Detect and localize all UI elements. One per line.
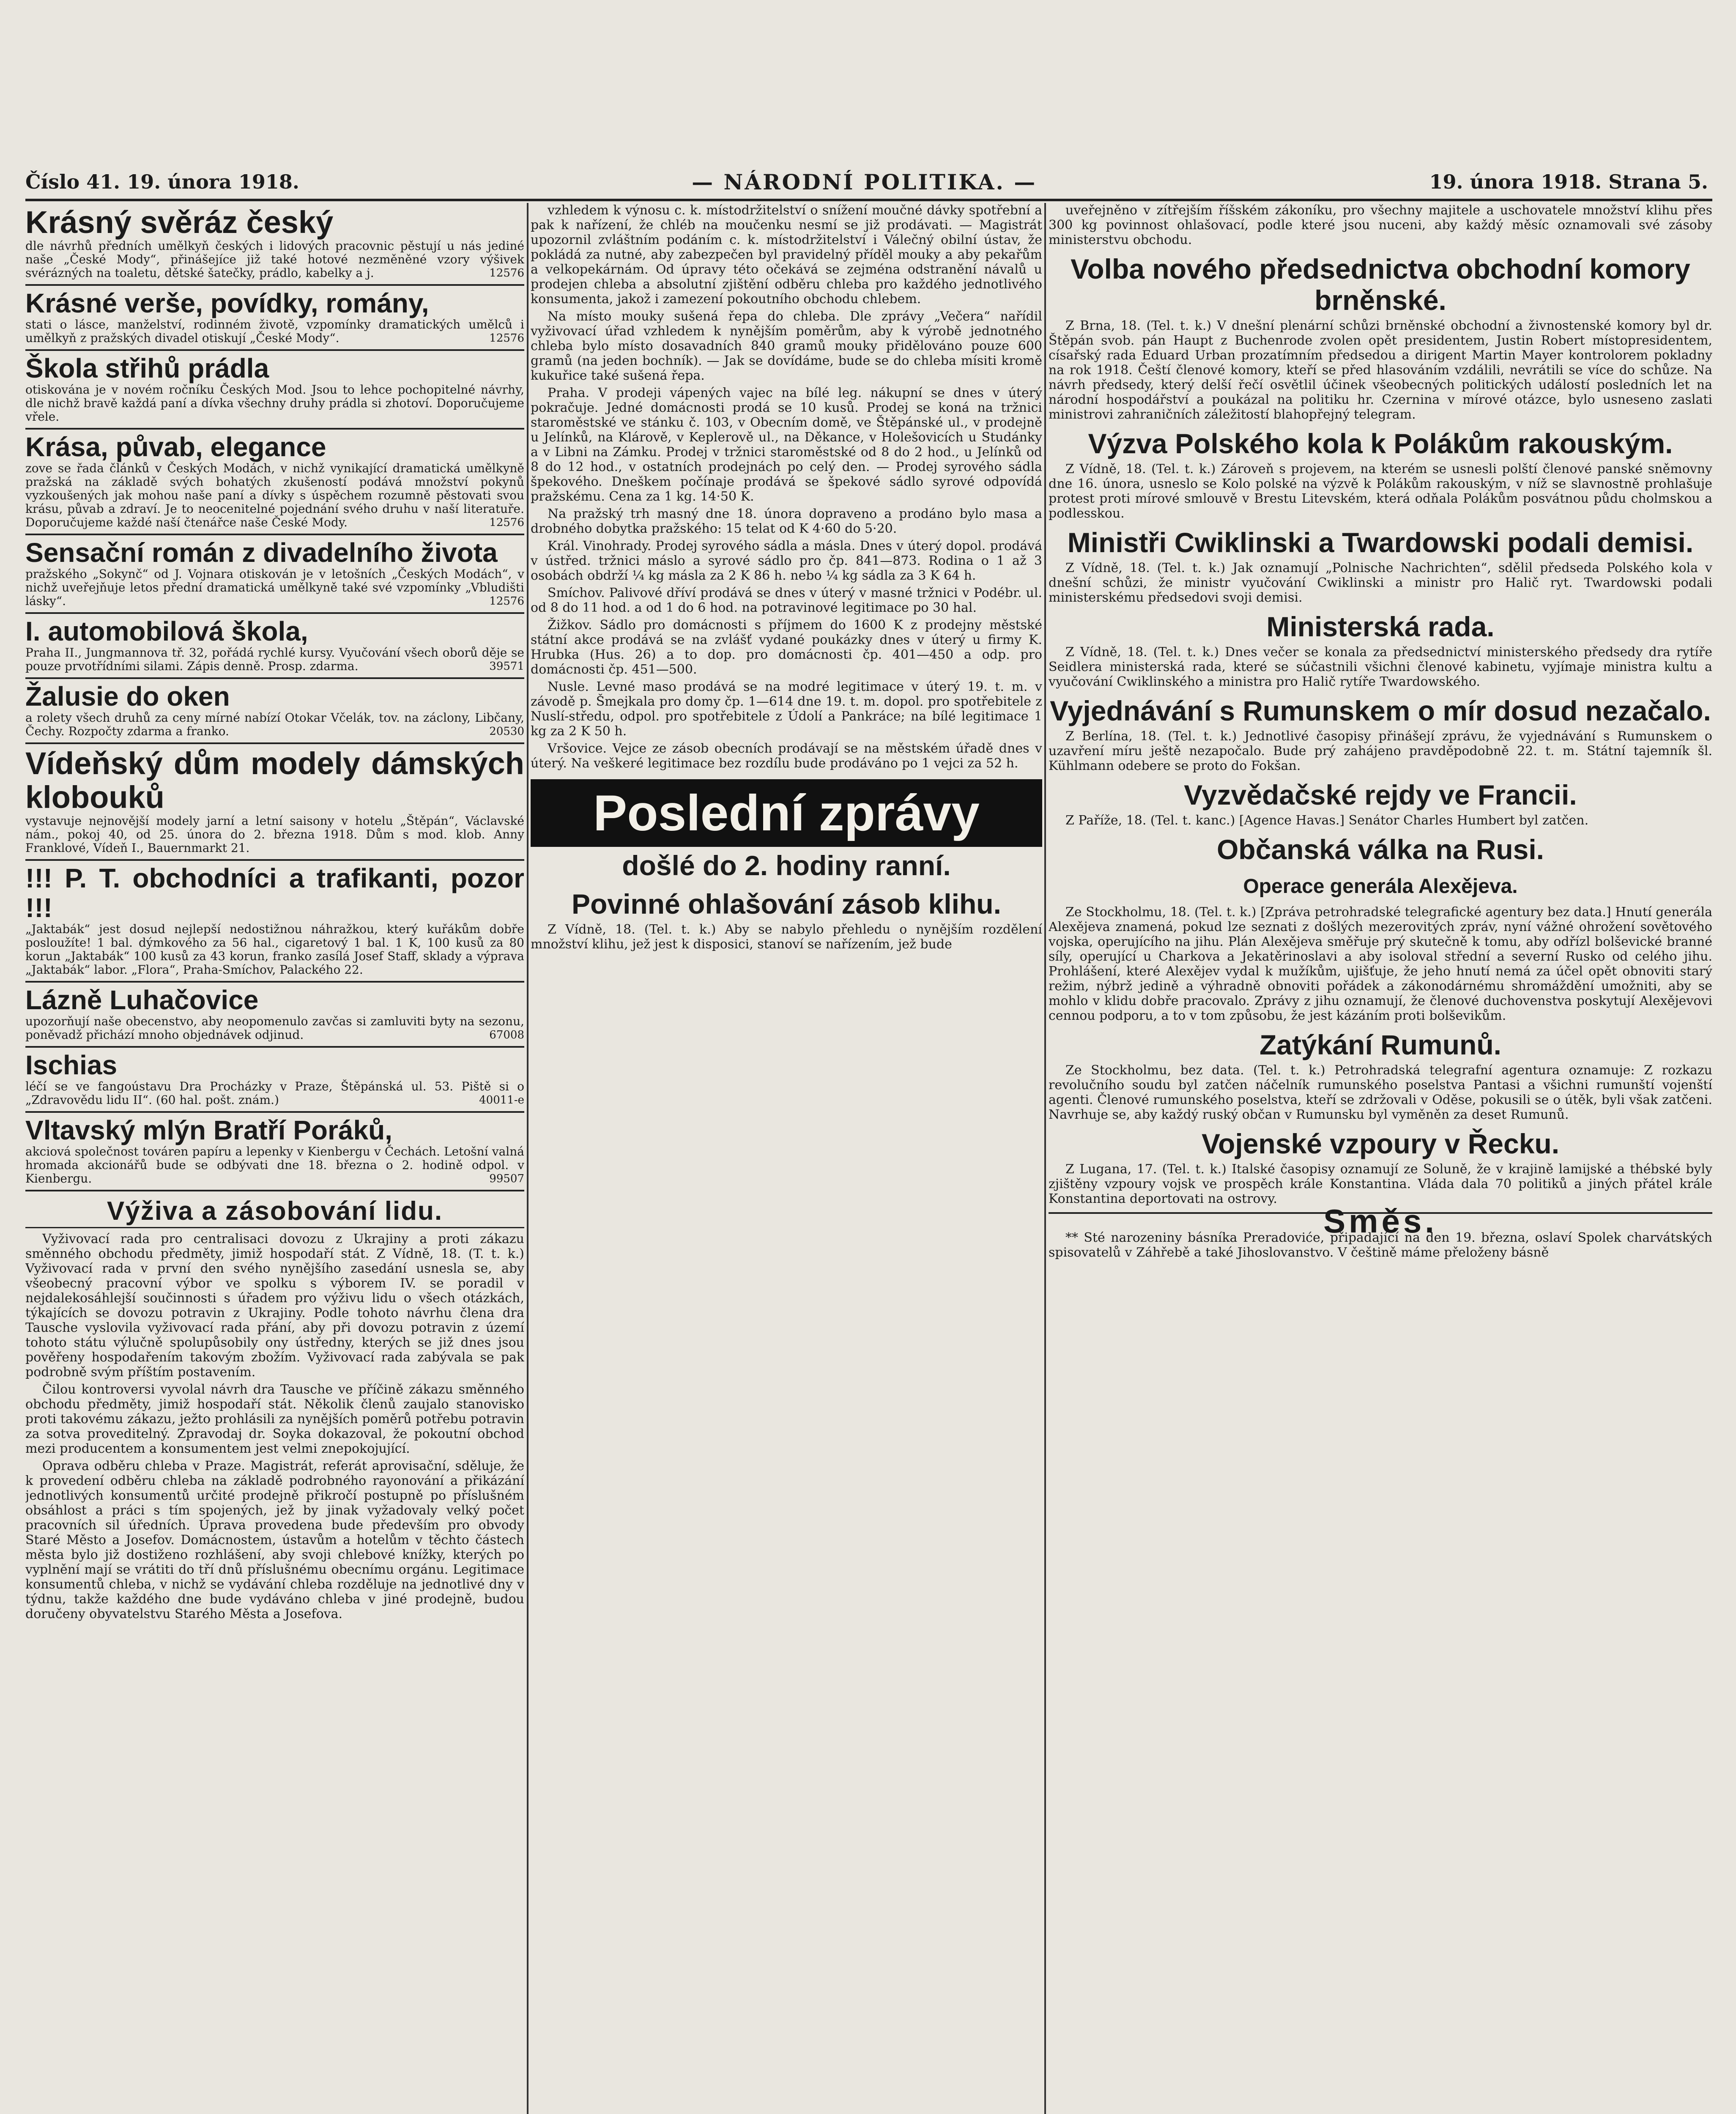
ad-number: 12576 [489, 332, 524, 345]
article-headline: Volba nového předsednictva obchodní komory brněnské. [1071, 253, 1690, 316]
ad-headline: Krásný svěráz český [25, 205, 334, 240]
article-paragraph: Král. Vinohrady. Prodej syrového sádla a másla. Dnes v úterý dopol. prodává v ústřed. tržnici máslo a syrové sádlo pro čp. 841—873. Rodina o 1 až 3 osobách obdrží ¼ kg másla za 2 K 86 h. nebo ¼ kg sádla za 3 K 64 h. [531, 539, 1042, 583]
advertisement [25, 614, 524, 679]
column-divider [527, 203, 528, 2114]
article-paragraph: Z Vídně, 18. (Tel. t. k.) Jak oznamují „Polnische Nachrichten“, sdělil předseda Polského kola v dnešní schůzi, že ministr vyučování Cwiklinski a ministr pro Halič ryt. Twardowski podali ministerskému předsedovi svoji demisi. [1049, 561, 1712, 605]
article-paragraph: Oprava odběru chleba v Praze. Magistrát, referát aprovisační, sděluje, že k provedení odběru chleba na základě podrobného rayonování a přikázání jednotlivých konsumentů určité prodejně přikročí postupně po příslušném obsáhlost a práci s tím spojených, jež by jinak vyžadovaly velký počet pracovních sil úředních. Úprava provedena bude především pro obvody Staré Město a Josefov. Domácnostem, ústavům a hotelům v těchto částech města bylo již dostiženo rozhlášení, aby svoji chlebové knížky, kterých po vyplnění mají se vrátiti do tří dnů příslušnému obecnímu orgánu. Legitimace konsumentů chleba, v nichž se vydávání chleba rozděluje na jednotlivé dny v týdnu, takže každého dne bude vydáváno chleba v jiné prodejně, budou doručeny obyvatelstvu Starého Města a Josefova. [25, 1459, 524, 1621]
ad-headline: I. automobilová škola, [25, 616, 308, 646]
section-body [25, 1232, 524, 1621]
advertisement [25, 351, 524, 430]
section-title: Výživa a zásobování lidu. [25, 1196, 524, 1228]
latest-news-banner: Poslední zprávy [531, 779, 1042, 847]
article-paragraph: Z Lugana, 17. (Tel. t. k.) Italské časopisy oznamují ze Soluně, že v krajině lamijské a thébské byly zjištěny vzpoury vojsk ve prospěch krále Konstantina. Vláda dala 70 politiků a jiných přátel krále Konstantina deportovati na ostrovy. [1049, 1162, 1712, 1206]
article-headline: Občanská válka na Rusi. [1216, 834, 1544, 865]
header-rule [25, 199, 1712, 201]
ad-number: 20530 [489, 725, 524, 738]
article-paragraph: Smíchov. Palivové dříví prodává se dnes v úterý v masné tržnici v Podébr. ul. od 8 do 11 hod. a od 1 do 6 hod. na potravinové legitimace po 30 hal. [531, 586, 1042, 615]
ad-number: 12576 [489, 595, 524, 608]
ad-number: 12576 [489, 516, 524, 529]
latest-news-subtitle: došlé do 2. hodiny ranní. [622, 850, 951, 881]
ad-number: 39571 [489, 660, 524, 673]
column-divider [1044, 203, 1046, 2114]
advertisement [25, 430, 524, 535]
ad-text: zove se řada článků v Českých Modách, v nichž vynikající dramatická umělkyně pražská na základě svých bohatých zkušeností podává množství pokynů vyzkoušených jak mohou naše paní a dívky s úspěchem rozumně pěstovati svou krásu, půvab a zdraví. Je to neocenitelné pojednání svého druhu v naší literatuře. Doporučujeme každé naší čtenářce naše České Mody. 12576 [25, 461, 524, 529]
ad-headline: !!! P. T. obchodníci a trafikanti, pozor !!! [25, 863, 524, 923]
article-headline: Vojenské vzpoury v Řecku. [1201, 1128, 1560, 1159]
article-paragraph: Ze Stockholmu, bez data. (Tel. t. k.) Petrohradská telegrafní agentura oznamuje: Z rozkazu revolučního soudu byl zatčen náčelník rumunského poselstva Pantasi a všichni rumunští vojenští agenti. Členové rumunského poselstva, kteří se zdržovali v Oděse, pokusili se o útěk, byli však zatčeni. Navrhuje se, aby každý ruský občan v Rumunsku byl vyměněn za deset Rumunů. [1049, 1063, 1712, 1122]
advertisement [25, 286, 524, 351]
article-headline: Vyjednávání s Rumunskem o mír dosud nezačalo. [1050, 695, 1711, 726]
section-title: Směs. [1049, 1212, 1712, 1229]
article-paragraph: Z Vídně, 18. (Tel. t. k.) Zároveň s projevem, na kterém se usnesli polští členové panské sněmovny dne 16. února, usneslo se Kolo polské na výzvě k Polákům rakouským, v níž se slavnostně prohlašuje protest proti mírové smlouvě v Brestu Litevském, která odňala Polákům posvátnou půdu cholmskou a podlesskou. [1049, 462, 1712, 521]
advertisement [25, 861, 524, 983]
header-left: Číslo 41. 19. února 1918. [25, 170, 299, 193]
article-paragraph: uveřejněno v zítřejším říšském zákoníku, pro všechny majitele a uschovatele množství klihu přes 300 kg povinnost ohlašovací, podle které jsou nuceni, aby každý měsíc oznamovali své zásoby ministerstvu obchodu. [1049, 203, 1712, 247]
ad-text: a rolety všech druhů za ceny mírné nabízí Otokar Včelák, tov. na záclony, Libčany, Čechy. Rozpočty zdarma a franko. 20530 [25, 711, 524, 738]
page-header [25, 169, 1708, 194]
ad-text: „Jaktabák“ jest dosud nejlepší nedostižnou náhražkou, který kuřákům dobře posloužíte! 1 bal. dýmkového za 56 hal., cigaretový 1 bal. 1 K, 100 kusů za 80 korun „Jaktabák“ 100 kusů za 43 korun, franko zasílá Josef Staff, sklady a výprava „Jaktabák“ labor. „Flora“, Praha-Smíchov, Palackého 22. [25, 922, 524, 977]
ad-headline: Sensační román z divadelního života [25, 537, 498, 568]
article-paragraph: Čilou kontroversi vyvolal návrh dra Tausche ve příčině zákazu směnného obchodu předměty, jimiž hospodaří stát. Několik členů zaujalo stanovisko proti takovému zákazu, ježto prohlásili za nynějších poměrů potřebu potravin za sotva proveditelný. Zpravodaj dr. Soyka dokazoval, že pokoutní obchod mezi producentem a konsumentem jest velmi znepokojující. [25, 1382, 524, 1456]
ad-text: dle návrhů předních umělkyň českých i lidových pracovnic pěstují u nás jediné naše „České Mody“, přinášejíce již také hotové nezměněné vzory výšivek svérázných na toaletu, dětské šatečky, prádlo, kabelky a j. 12576 [25, 239, 524, 280]
article-paragraph: Vršovice. Vejce ze zásob obecních prodávají se na městském úřadě dnes v úterý. Na veškeré legitimace bez rozdílu bude prodáváno po 1 vejci za 52 h. [531, 741, 1042, 771]
column-1 [25, 203, 524, 2114]
ad-headline: Žalusie do oken [25, 681, 230, 712]
article-paragraph: Na pražský trh masný dne 18. února dopraveno a prodáno bylo masa a drobného dobytka pražského: 15 telat od K 4·60 do 5·20. [531, 507, 1042, 536]
article-subheadline: Operace generála Alexějeva. [1243, 875, 1518, 898]
advertisement [25, 983, 524, 1048]
article-paragraph: Z Berlína, 18. (Tel. t. k.) Jednotlivé časopisy přinášejí zprávu, že vyjednávání s Rumunskem o uzavření míru ještě nezapočalo. Bude prý zahájeno pravděpodobně 22. t. m. Státní tajemník šl. Kühlmann odebere se proto do Fokšan. [1049, 729, 1712, 773]
article-paragraph: Na místo mouky sušená řepa do chleba. Dle zprávy „Večera“ nařídil vyživovací úřad vzhledem k nynějším poměrům, aby k výrobě jednotného chleba bylo místo dosavadních 840 gramů mouky přidělováno pouze 600 gramů (na jeden bochník). — Jak se dovídáme, bude se do chleba mísiti kromě kukuřice také sušená řepa. [531, 309, 1042, 383]
ad-text: akciová společnost továren papíru a lepenky v Kienbergu v Čechách. Letošní valná hromada akcionářů bude se odbývati dne 18. března o 2. hodině odpol. v Kienbergu. 99507 [25, 1145, 524, 1186]
article-paragraph: Z Vídně, 18. (Tel. t. k.) Dnes večer se konala za předsednictví ministerského předsedy dra rytíře Seidlera ministerská rada, které se súčastnili všichni členové kabinetu, vyjímaje ministra kultu a vyučování Cwiklinského a ministra pro Halič rytíře Twardowského. [1049, 645, 1712, 689]
article-paragraph: Žižkov. Sádlo pro domácnosti s příjmem do 1600 K z prodejny městské státní akce prodává se na zvlášť vydané poukázky dnes v úterý u firmy K. Hrubka (Hus. 26) a to dop. pro domácnosti čp. 401—450 a odp. pro domácnosti čp. 451—500. [531, 618, 1042, 677]
article-paragraph: Z Paříže, 18. (Tel. t. kanc.) [Agence Havas.] Senátor Charles Humbert byl zatčen. [1065, 813, 1589, 828]
article-paragraph: Praha. V prodeji vápených vajec na bílé leg. nákupní se dnes v úterý pokračuje. Jedné domácnosti prodá se 10 kusů. Prodej se koná na tržnici staroměstské ve stánku č. 103, v Obecním domě, ve Štěpánské ul., v prodejně u Jelínků, na Klárově, v Keplerově ul., na Děkance, v Holešovicích u Studánky a v Libni na Zámku. Prodej v tržnici staroměstské od 8 do 2 hod., u Jelínků od 8 do 12 hod., v ostatních prodejnách po celý den. — Prodej syrového sádla špekového. Dneškem počínaje prodává se špekové sádlo syrové odpovídá pražskému. Cena za 1 kg. 14·50 K. [531, 386, 1042, 504]
column-2-body [531, 203, 1042, 771]
article-paragraph: Z Vídně, 18. (Tel. t. k.) Aby se nabylo přehledu o nynějším rozdělení množství klihu, jež jest k disposici, stanoví se nařízením, jež bude [531, 922, 1042, 952]
column-3 [1049, 203, 1712, 2114]
article-headline: Ministerská rada. [1266, 611, 1495, 642]
ad-text: upozorňují naše obecenstvo, aby neopomenulo zavčas si zamluviti byty na sezonu, poněvadž přichází mnoho objednávek odjinud. 67008 [25, 1014, 524, 1042]
ad-text: pražského „Sokynč“ od J. Vojnara otiskován je v letošních „Českých Modách“, v nichž uveřejňuje letos přední dramatická umělkyně také své vzpomínky „Vbludišti lásky“. 12576 [25, 567, 524, 608]
advertisement [25, 1048, 524, 1113]
ad-headline: Škola střihů prádla [25, 353, 269, 383]
article-paragraph: Vyživovací rada pro centralisaci dovozu z Ukrajiny a proti zákazu směnného obchodu předměty, jimiž hospodaří stát. Z Vídně, 18. (T. t. k.) Vyživovací rada v první den svého nynějšího zasedání usnesla se, aby všeobecný pracovní výbor ve spolku s výborem IV. se poradil v nejdalekosáhlejší součinnosti s úřadem pro výživu lidu o všech otázkách, týkajících se dovozu potravin z Ukrajiny. Podle tohoto návrhu člena dra Tausche vyslovila vyživovací rada přání, aby při dovozu potravin z území tohoto státu výlučně spolupůsobily ony ústředny, kterých se již dnes jsou pověřeny hospodařením takovým zbožím. Vyživovací rada zabývala se pak podrobně svým příštím postavením. [25, 1232, 524, 1380]
article-paragraph: Z Brna, 18. (Tel. t. k.) V dnešní plenární schůzi brněnské obchodní a živnostenské komory byl dr. Štěpán svob. pán Haupt z Buchenrode zvolen opět presidentem, Justin Robert místopresidentem, císařský rada Eduard Urban prozatímním předsedou a dirigent Martin Mayer kontrolorem pokladny na rok 1918. Čeští členové komory, kteří se před hlasováním vzdálili, nevrátili se více do schůze. Na návrh předsedy, který delší řečí osvětlil účinek všeobecných politických událostí posledních let na národní hospodářství a poukázal na politiku hr. Czernina v mírové otázce, bylo usneseno zaslati ministrovi zahraničních záležitostí blahopřejný telegram. [1049, 318, 1712, 422]
ad-number: 40011-e [479, 1094, 524, 1106]
advertisement [25, 744, 524, 861]
article-headline: Zatýkání Rumunů. [1259, 1029, 1502, 1060]
article-paragraph: vzhledem k výnosu c. k. místodržitelství o snížení moučné dávky spotřební a pak k nařízení, že chléb na moučenku nesmí se již prodávati. — Magistrát upozornil zvláštním podáním c. k. místodržitelství i Válečný obilní ústav, že pokládá za nutné, aby zabezpečen byl pravidelný příděl mouky a aby pekařům a velkopekárnám. Od úpravy této očekává se zejména odstranění návalů u prodejen chleba a absolutní zjištění odběru chleba pro každého jednotlivého konsumenta, jakož i zamezení pokoutního obchodu chlebem. [531, 203, 1042, 307]
article-paragraph: Ze Stockholmu, 18. (Tel. t. k.) [Zpráva petrohradské telegrafické agentury bez data.] Hnutí generála Alexějeva znamená, pokud lze seznati z došlých mezerovitých zpráv, nyní vážné ohrožení sovětového vojska, operujícího na jihu. Plán Alexějeva směřuje prý skutečně k tomu, aby odřízl bolševické branné síly, operující u Charkova a Jekatěrinoslavi a aby isoloval střední a severní Rusko od celého jihu. Prohlášení, které Alexějev vydal k mužíkům, ujišťuje, že jeho hnutí nemá za účel opět obnoviti starý režim, nýbrž jedině a výhradně obnoviti pořádek a zákonodárnému shromáždění umožniti, aby se mohlo v klidu dobře pracovalo. Zprávy z jihu oznamují, že členové duchovenstva poskytují Alexějevovi cennou podporu, a to v tom způsobu, že jest kázáním proti bolševikům. [1049, 905, 1712, 1023]
advertisement [25, 1113, 524, 1191]
ad-number: 12576 [489, 267, 524, 279]
ad-headline: Vídeňský dům modely dámských klobouků [25, 746, 524, 815]
article-headline: Ministři Cwiklinski a Twardowski podali demisi. [1067, 527, 1694, 558]
ad-text: vystavuje nejnovější modely jarní a letní saisony v hotelu „Štěpán“, Václavské nám., pokoj 40, od 25. února do 2. března 1918. Dům s mod. klob. Anny Franklové, Vídeň I., Bauernmarkt 21. [25, 814, 524, 855]
article-paragraph: Nusle. Levné maso prodává se na modré legitimace v úterý 19. t. m. v závodě p. Šmejkala pro domy čp. 1—614 dne 19. t. m. dopol. pro spotřebitele z Nuslí-středu, odpol. pro spotřebitele z Údolí a Pankráce; na bílé legitimace 1 kg za 2 K 50 h. [531, 679, 1042, 739]
ad-number: 67008 [489, 1029, 524, 1041]
ad-text: stati o lásce, manželství, rodinném životě, vzpomínky dramatických umělců i umělkyň z pražských divadel otiskují „České Mody“. 12576 [25, 318, 524, 345]
ad-headline: Krásné verše, povídky, romány, [25, 288, 429, 318]
ad-text: Praha II., Jungmannova tř. 32, pořádá rychlé kursy. Vyučování všech oborů děje se pouze prvotřídními silami. Zápis denně. Prosp. zdarma. 39571 [25, 646, 524, 673]
article-paragraph: ** Sté narozeniny básníka Preradoviće, připadající na den 19. března, oslaví Spolek charvátských spisovatelů v Záhřebě a také Jihoslovanstvo. V češtině máme přeloženy básně [1049, 1230, 1712, 1260]
advertisement [25, 535, 524, 614]
ad-text: otiskována je v novém ročníku Českých Mod. Jsou to lehce pochopitelné návrhy, dle nichž bravě každá paní a dívka všechny druhy prádla si zhotoví. Doporučujeme vřele. [25, 383, 524, 424]
advertisements [25, 203, 524, 1191]
advertisement [25, 679, 524, 744]
ad-headline: Ischias [25, 1050, 118, 1080]
column-2 [531, 203, 1042, 2114]
ad-headline: Krása, půvab, elegance [25, 432, 326, 462]
header-right: 19. února 1918. Strana 5. [1429, 170, 1708, 193]
ad-headline: Vltavský mlýn Bratří Poráků, [25, 1115, 392, 1145]
article-headline: Povinné ohlašování zásob klihu. [572, 888, 1001, 920]
masthead-title: — NÁRODNÍ POLITIKA. — [692, 169, 1037, 194]
article-headline: Vyzvědačské rejdy ve Francii. [1184, 779, 1577, 811]
advertisement [25, 203, 524, 286]
article-headline: Výzva Polského kola k Polákům rakouským. [1088, 428, 1673, 459]
ad-text: léčí se ve fangoústavu Dra Procházky v Praze, Štěpánská ul. 53. Piště si o „Zdravovědu lidu II“. (60 hal. pošt. znám.) 40011-e [25, 1079, 524, 1107]
ad-number: 99507 [489, 1172, 524, 1185]
ad-headline: Lázně Luhačovice [25, 985, 259, 1015]
